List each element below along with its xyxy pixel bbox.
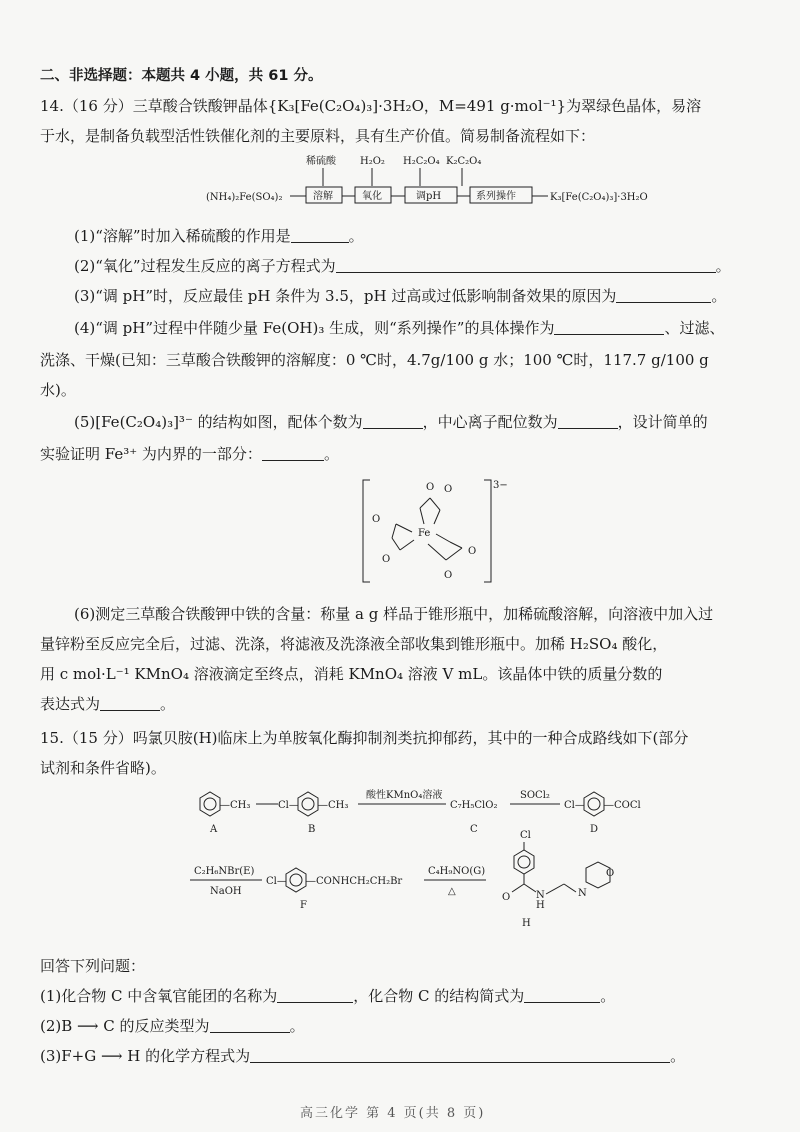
q14-part3: (3)“调 pH”时，反应最佳 pH 条件为 3.5，pH 过高或过低影响制备效果的原因为 。 xyxy=(74,287,727,305)
compound-c-label: C xyxy=(470,824,478,835)
q14-part1: (1)“溶解”时加入稀硫酸的作用是 。 xyxy=(74,227,364,245)
reagent-kmno4: 酸性KMnO₄溶液 xyxy=(366,790,443,801)
compound-h-label: H xyxy=(522,918,531,929)
compound-h-carbonyl-o: O xyxy=(502,892,511,903)
q14-part5-line2: 实验证明 Fe³⁺ 为内界的一部分： 。 xyxy=(40,445,339,463)
reagent-naoh: NaOH xyxy=(210,886,242,897)
reagent-socl2: SOCl₂ xyxy=(520,790,550,801)
synthesis-route xyxy=(180,786,720,942)
flow-step-operations: 系列操作 xyxy=(476,191,516,202)
q15-part3: (3)F+G ⟶ H 的化学方程式为 。 xyxy=(40,1047,686,1065)
flow-step-oxidize: 氧化 xyxy=(362,191,382,202)
flow-product: K₃[Fe(C₂O₄)₃]·3H₂O xyxy=(550,192,648,203)
oxygen-label: O xyxy=(444,484,453,495)
q15-answer-prompt: 回答下列问题： xyxy=(40,957,146,975)
q14-part4-line2: 洗涤、干燥(已知：三草酸合铁酸钾的溶解度：0 ℃时，4.7g/100 g 水；100 ℃时，117.7 g/100 g xyxy=(40,351,709,369)
answer-blank xyxy=(291,228,349,243)
reagent-heat: △ xyxy=(448,886,456,897)
answer-blank xyxy=(262,446,324,461)
complex-charge: 3− xyxy=(493,480,508,491)
q15-intro-line1: 15.（15 分）吗氯贝胺(H)临床上为单胺氧化酶抑制剂类抗抑郁药，其中的一种合成路线如下(部分 xyxy=(40,729,689,747)
page-footer: 高三化学 第 4 页(共 8 页) xyxy=(300,1106,486,1121)
q14-intro-line1: 14.（16 分）三草酸合铁酸钾晶体{K₃[Fe(C₂O₄)₃]·3H₂O，M=491 g·mol⁻¹}为翠绿色晶体，易溶 xyxy=(40,97,702,115)
compound-b-chloro: Cl— xyxy=(278,800,299,811)
compound-f-substituent: —CONHCH₂CH₂Br xyxy=(306,876,403,887)
flow-reagent-h2o2: H₂O₂ xyxy=(360,156,385,167)
answer-blank xyxy=(210,1018,290,1033)
oxygen-label: O xyxy=(382,554,391,565)
q14-part5-line1: (5)[Fe(C₂O₄)₃]³⁻ 的结构如图，配体个数为 ，中心离子配位数为 ，设计简单的 xyxy=(74,413,708,431)
answer-blank xyxy=(250,1048,670,1063)
q14-intro-line2: 于水，是制备负载型活性铁催化剂的主要原料，具有生产价值。简易制备流程如下： xyxy=(40,127,596,145)
flow-step-adjust-ph: 调pH xyxy=(416,191,442,202)
answer-blank xyxy=(554,320,664,335)
compound-f-label: F xyxy=(300,900,307,911)
answer-blank xyxy=(363,414,423,429)
oxygen-label: O xyxy=(372,514,381,525)
compound-h-chloro: Cl xyxy=(520,830,531,841)
oxygen-label: O xyxy=(468,546,477,557)
compound-a-label: A xyxy=(210,824,218,835)
q14-part6-line2: 量锌粉至反应完全后，过滤、洗涤，将滤液及洗涤液全部收集到锥形瓶中。加稀 H₂SO₄ 酸化， xyxy=(40,635,668,653)
compound-h-ring-n: N xyxy=(578,888,587,899)
compound-b-substituent: —CH₃ xyxy=(318,800,349,811)
fe-oxalate-structure xyxy=(360,478,510,584)
compound-h-amide-h: H xyxy=(536,900,545,911)
compound-c-formula: C₇H₅ClO₂ xyxy=(450,800,498,811)
compound-d-substituent: —COCl xyxy=(604,800,641,811)
q14-part4-line1: (4)“调 pH”过程中伴随少量 Fe(OH)₃ 生成，则“系列操作”的具体操作为 、过滤、 xyxy=(74,319,725,337)
oxygen-label: O xyxy=(426,482,435,493)
reagent-g: C₄H₉NO(G) xyxy=(428,866,486,877)
answer-blank xyxy=(100,696,160,711)
oxygen-label: O xyxy=(444,570,453,581)
q14-flow-diagram xyxy=(200,152,760,216)
answer-blank xyxy=(558,414,618,429)
flow-reagent-h2c2o4: H₂C₂O₄ xyxy=(403,156,440,167)
compound-h-ring-o: O xyxy=(606,868,615,879)
q15-intro-line2: 试剂和条件省略)。 xyxy=(40,759,166,777)
compound-a-substituent: —CH₃ xyxy=(220,800,251,811)
compound-b-label: B xyxy=(308,824,316,835)
q14-part2: (2)“氧化”过程发生反应的离子方程式为 。 xyxy=(74,257,731,275)
compound-d-chloro: Cl— xyxy=(564,800,585,811)
flow-start-material: (NH₄)₂Fe(SO₄)₂ xyxy=(206,192,283,203)
fe-center-label: Fe xyxy=(418,528,431,539)
q14-part6-line1: (6)测定三草酸合铁酸钾中铁的含量：称量 a g 样品于锥形瓶中，加稀硫酸溶解，向溶液中加入过 xyxy=(74,605,714,623)
answer-blank xyxy=(616,288,711,303)
q15-part1: (1)化合物 C 中含氧官能团的名称为 ，化合物 C 的结构简式为 。 xyxy=(40,987,616,1005)
flow-reagent-sulfuric-acid: 稀硫酸 xyxy=(306,156,336,167)
compound-f-chloro: Cl— xyxy=(266,876,287,887)
q14-part6-line3: 用 c mol·L⁻¹ KMnO₄ 溶液滴定至终点，消耗 KMnO₄ 溶液 V mL。该晶体中铁的质量分数的 xyxy=(40,665,663,683)
answer-blank xyxy=(336,258,716,273)
compound-h-amide-n: N xyxy=(536,890,545,901)
q14-part6-line4: 表达式为 。 xyxy=(40,695,176,713)
flow-reagent-k2c2o4: K₂C₂O₄ xyxy=(446,156,482,167)
section-title: 二、非选择题：本题共 4 小题，共 61 分。 xyxy=(40,68,323,84)
flow-step-dissolve: 溶解 xyxy=(313,191,333,202)
q14-part4-line3: 水)。 xyxy=(40,381,76,399)
compound-d-label: D xyxy=(590,824,599,835)
answer-blank xyxy=(524,988,600,1003)
answer-blank xyxy=(277,988,353,1003)
q15-part2: (2)B ⟶ C 的反应类型为 。 xyxy=(40,1017,305,1035)
reagent-e: C₂H₆NBr(E) xyxy=(194,866,255,877)
